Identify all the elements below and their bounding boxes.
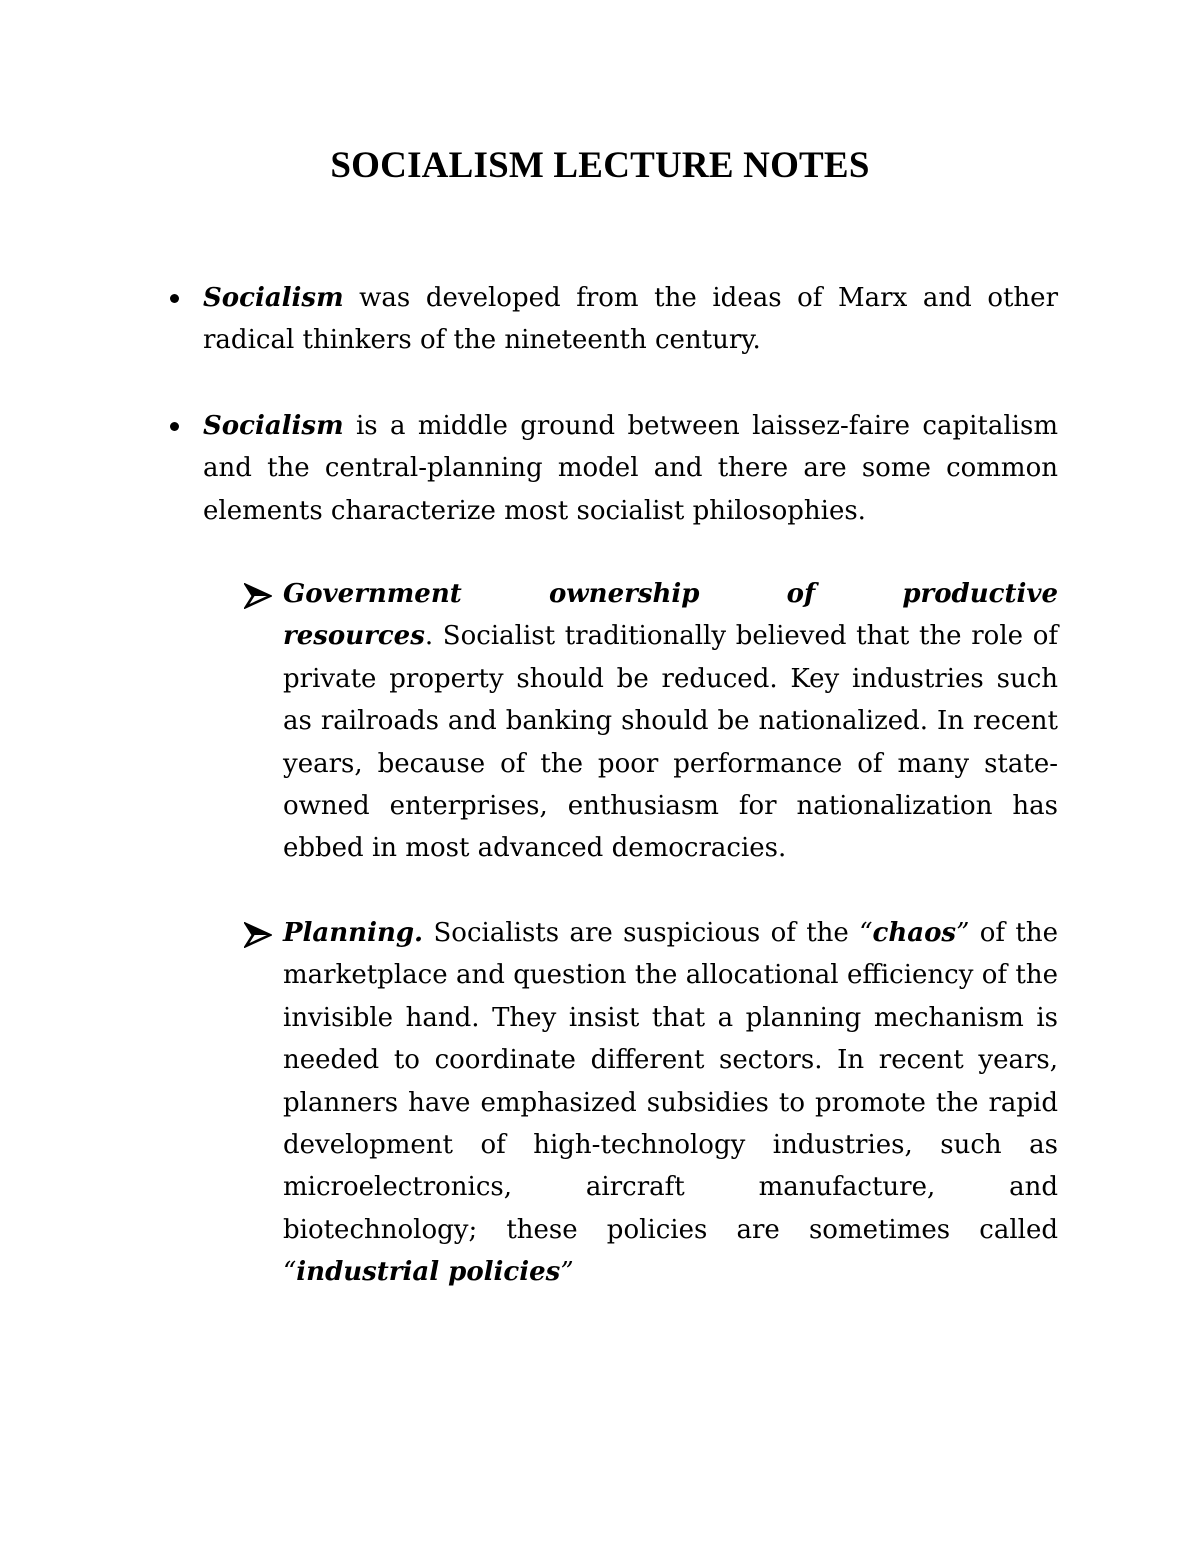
quote-close-mark: ” [956,918,970,948]
bullet-text: is a middle ground between laissez-faire capitalism and the central-planning model and there are some common elements characterize most socialist philosophies. [203,411,1058,526]
quoted-term: chaos [872,918,957,948]
bullet-term: Socialism [203,411,344,441]
subpoint-paragraph [283,573,1058,870]
subpoint-text: Socialists are suspicious of the [423,918,860,948]
subpoint-text: Socialist traditionally believed that the role of private property should be reduced. Key industries such as railroads and banking should be nationalized. In recent years, because of the poor performance of many state-owned enterprises, enthusiasm for nationalization has ebbed in most advanced democracies. [283,621,1058,864]
subpoint-heading-punct: . [424,621,434,652]
subpoint-paragraph [283,912,1058,1294]
arrowhead-bullet-icon [244,922,272,948]
bullet-paragraph [203,405,1058,532]
subpoint-heading: Government ownership of productive resources [283,579,1058,652]
bullet-dot-icon [170,294,179,303]
subpoint-heading: Planning. [283,918,424,948]
bullet-paragraph [203,277,1058,362]
arrowhead-bullet-icon [244,583,272,609]
bullet-term: Socialism [203,283,344,313]
quoted-term: industrial policies [296,1257,561,1288]
bullet-dot-icon [170,422,179,431]
bullet-text: was developed from the ideas of Marx and other radical thinkers of the nineteenth century. [203,283,1058,356]
quote-close-mark: ” [560,1257,574,1288]
quote-open-mark: “ [283,1257,297,1288]
page-title: SOCIALISM LECTURE NOTES [330,145,870,186]
quote-open-mark: “ [859,918,873,948]
subpoint-text: of the marketplace and question the allocational efficiency of the invisible hand. They insist that a planning mechanism is needed to coordinate different sectors. In recent years, planners have emphasized subsidies to promote the rapid development of high-technology industries, such as microelectronics, aircraft manufacture, and biotechnology; these policies are sometimes called [283,918,1058,1245]
